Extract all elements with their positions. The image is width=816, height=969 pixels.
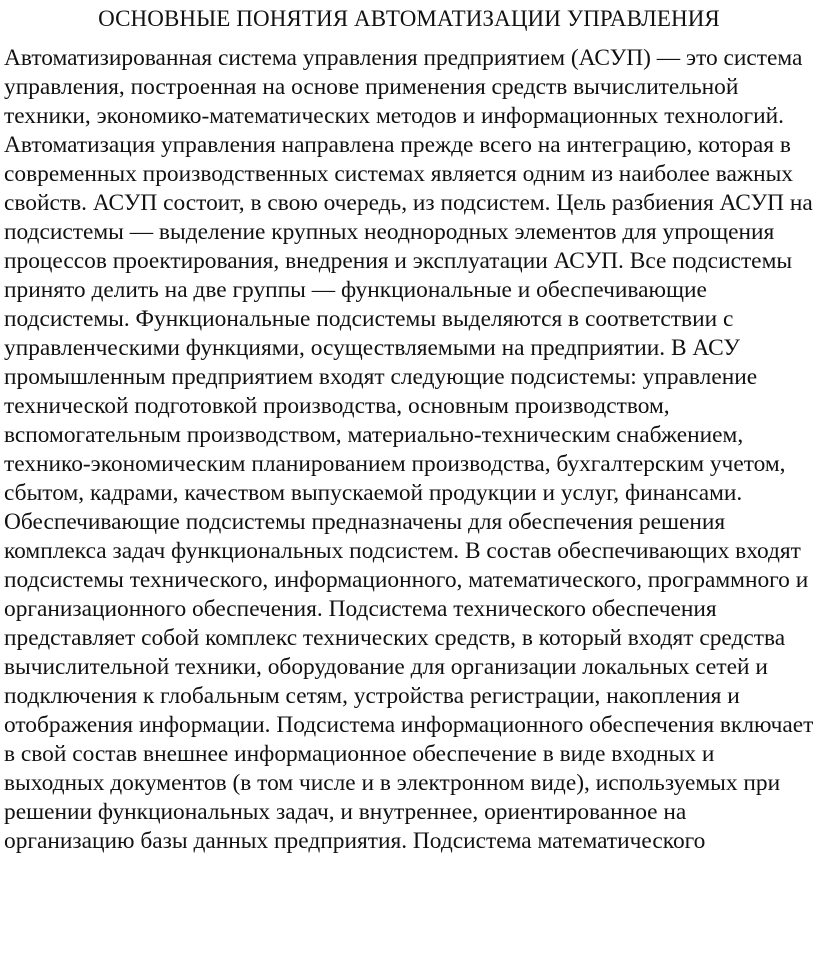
document-title: ОСНОВНЫЕ ПОНЯТИЯ АВТОМАТИЗАЦИИ УПРАВЛЕНИЯ	[98, 6, 720, 31]
document-body-paragraph: Автоматизированная система управления предприятием (АСУП) — это система управления, построенная на основе применения средств вычислительной техники, экономико-математических методов и информационных технологий. Автоматизация управления направлена прежде всего на интеграцию, которая в современных производственных системах является одним из наиболее важных свойств. АСУП состоит, в свою очередь, из подсистем. Цель разбиения АСУП на подсистемы — выделение крупных неоднородных элементов для упрощения процессов проектирования, внедрения и эксплуатации АСУП. Все подсистемы принято делить на две группы — функциональные и обеспечивающие подсистемы. Функциональные подсистемы выделяются в соответствии с управленческими функциями, осуществляемыми на предприятии. В АСУ промышленным предприятием входят следующие подсистемы: управление технической подготовкой производства, основным производством, вспомогательным производством, материально-техническим снабжением, технико-экономическим планированием производства, бухгалтерским учетом, сбытом, кадрами, качеством выпускаемой продукции и услуг, финансами. Обеспечивающие подсистемы предназначены для обеспечения решения комплекса задач функциональных подсистем. В состав обеспечивающих входят подсистемы технического, информационного, математического, программного и организационного обеспечения. Подсистема технического обеспечения представляет собой комплекс технических средств, в который входят средства вычислительной техники, оборудование для организации локальных сетей и подключения к глобальным сетям, устройства регистрации, накопления и отображения информации. Подсистема информационного обеспечения включает в свой состав внешнее информационное обеспечение в виде входных и выходных документов (в том числе и в электронном виде), используемых при решении функциональных задач, и внутреннее, ориентированное на организацию базы данных предприятия. Подсистема математического	[4, 45, 814, 854]
